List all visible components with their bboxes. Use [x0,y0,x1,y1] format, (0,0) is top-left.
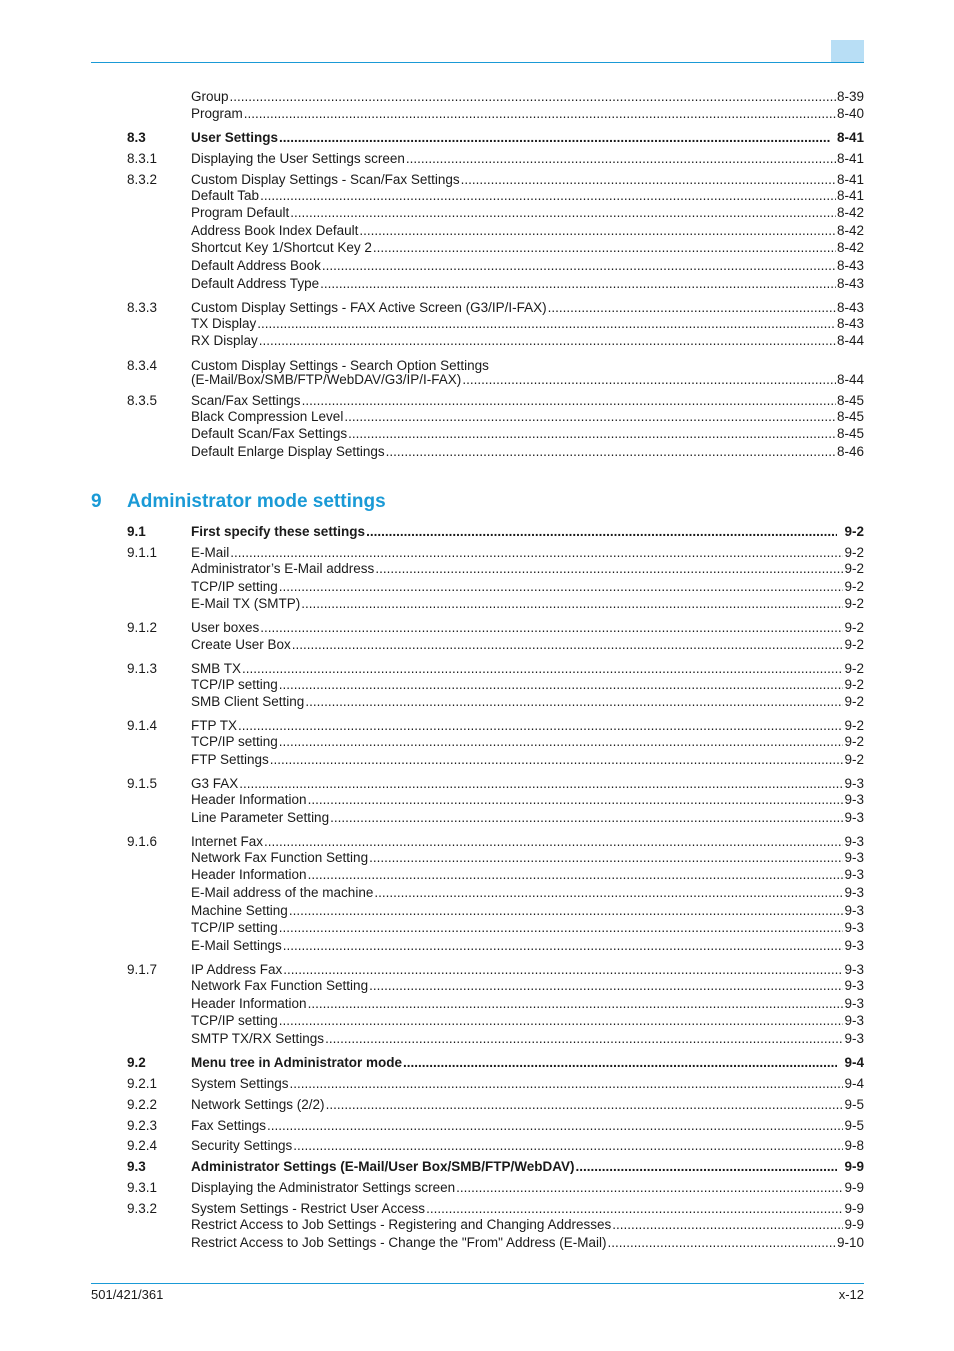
toc-entry-title: Custom Display Settings - Search Option Settings [191,358,489,373]
toc-dot-leader [461,171,836,188]
toc-entry-page: 9-9 [844,1217,864,1232]
toc-entry-page: 9-3 [844,962,864,977]
toc-entry[interactable] [0,171,954,188]
toc-dot-leader [283,961,843,978]
toc-dot-leader [373,239,836,256]
toc-section-entry[interactable] [0,1054,954,1071]
toc-entry-page: 8-41 [836,172,864,187]
toc-dot-leader [293,1137,843,1154]
toc-entry[interactable] [0,866,954,883]
toc-entry[interactable] [0,595,954,612]
toc-dot-leader [369,977,843,994]
toc-entry-title: Header Information [191,792,307,807]
toc-entry-page: 9-9 [844,1159,864,1174]
toc-entry-number: 8.3.1 [127,151,158,166]
toc-entry-title: TX Display [191,316,257,331]
toc-entry-title: TCP/IP setting [191,920,278,935]
toc-dot-leader [308,995,844,1012]
toc-entry[interactable] [0,1234,954,1251]
toc-section-entry[interactable] [0,129,954,146]
toc-entry[interactable] [0,919,954,936]
toc-entry-title: Shortcut Key 1/Shortcut Key 2 [191,240,372,255]
toc-entry[interactable] [0,660,954,677]
footer-page-number: x-12 [838,1287,864,1302]
toc-entry-title: E-Mail TX (SMTP) [191,596,301,611]
toc-entry-page: 8-43 [836,300,864,315]
toc-entry[interactable] [0,408,954,425]
toc-entry[interactable] [0,1030,954,1047]
toc-entry-title: Scan/Fax Settings [191,393,301,408]
toc-entry-title: Program Default [191,205,290,220]
toc-entry[interactable] [0,239,954,256]
toc-entry[interactable] [0,1117,954,1134]
toc-entry[interactable] [0,332,954,349]
toc-entry-title: Header Information [191,867,307,882]
toc-entry-title: Program [191,106,243,121]
toc-dot-leader [238,717,843,734]
toc-dot-leader [242,660,843,677]
toc-entry-page: 8-43 [836,258,864,273]
toc-entry-page: 9-2 [844,524,864,539]
toc-entry-page: 9-2 [844,661,864,676]
toc-section-entry[interactable] [0,1158,954,1175]
toc-dot-leader [283,937,844,954]
toc-entry-title: First specify these settings [191,524,366,539]
toc-entry-page: 9-3 [844,1013,864,1028]
toc-dot-leader [244,105,836,122]
toc-entry-page: 9-2 [844,752,864,767]
toc-entry[interactable] [0,733,954,750]
toc-entry-title: Create User Box [191,637,291,652]
toc-entry-page: 8-43 [836,316,864,331]
toc-entry-title: System Settings [191,1076,289,1091]
toc-entry-number: 8.3 [127,130,146,145]
toc-entry[interactable] [0,977,954,994]
toc-dot-leader [267,1117,843,1134]
toc-entry-number: 9.2.4 [127,1138,158,1153]
toc-dot-leader [576,1158,838,1175]
toc-entry[interactable] [0,315,954,332]
toc-entry-page: 8-42 [836,240,864,255]
toc-entry-title: Restrict Access to Job Settings - Registering and Changing Addresses [191,1217,612,1232]
toc-entry-title: System Settings - Restrict User Access [191,1201,426,1216]
toc-dot-leader [320,275,836,292]
toc-entry[interactable] [0,275,954,292]
toc-entry[interactable] [0,1137,954,1154]
toc-dot-leader [279,733,844,750]
toc-entry-page: 9-5 [844,1097,864,1112]
toc-entry-page: 9-2 [844,620,864,635]
toc-entry-page: 9-3 [844,978,864,993]
toc-dot-leader [279,1012,844,1029]
toc-entry[interactable] [0,187,954,204]
toc-dot-leader [612,1216,843,1233]
toc-dot-leader [548,299,836,316]
toc-entry[interactable] [0,961,954,978]
toc-dot-leader [322,257,836,274]
toc-entry-title: Header Information [191,996,307,1011]
toc-entry-page: 9-9 [844,1201,864,1216]
toc-entry-title: Group [191,89,229,104]
toc-dot-leader [264,833,843,850]
toc-dot-leader [462,371,836,388]
toc-entry-title: Fax Settings [191,1118,267,1133]
toc-entry[interactable] [0,693,954,710]
toc-dot-leader [239,775,843,792]
toc-entry-page: 8-44 [836,333,864,348]
toc-entry-page: 8-45 [836,426,864,441]
toc-entry-title: FTP Settings [191,752,269,767]
toc-entry-title: E-Mail Settings [191,938,282,953]
toc-entry[interactable] [0,371,954,388]
toc-entry[interactable] [0,676,954,693]
toc-entry-page: 9-5 [844,1118,864,1133]
toc-dot-leader [257,315,836,332]
toc-entry-page: 8-42 [836,223,864,238]
toc-entry-title: Displaying the User Settings screen [191,151,405,166]
toc-entry-title: Default Scan/Fax Settings [191,426,348,441]
toc-entry-number: 9.1.4 [127,718,158,733]
toc-entry[interactable] [0,1096,954,1113]
toc-entry-title: RX Display [191,333,258,348]
toc-entry-title: FTP TX [191,718,238,733]
toc-dot-leader [270,751,844,768]
toc-entry-page: 9-2 [844,677,864,692]
toc-entry[interactable] [0,833,954,850]
toc-entry-page: 8-41 [836,188,864,203]
toc-entry[interactable] [0,791,954,808]
toc-dot-leader [292,636,844,653]
toc-dot-leader [259,332,836,349]
toc-entry-page: 8-41 [836,130,864,145]
toc-dot-leader [302,392,836,409]
toc-entry[interactable] [0,937,954,954]
toc-entry-page: 8-41 [836,151,864,166]
toc-entry-number: 9.2.3 [127,1118,158,1133]
toc-entry-page: 9-2 [844,545,864,560]
toc-dot-leader [289,902,844,919]
toc-entry-page: 9-3 [844,867,864,882]
toc-entry[interactable] [0,902,954,919]
toc-entry-number: 9.1.3 [127,661,158,676]
toc-entry-title: IP Address Fax [191,962,283,977]
toc-entry-title: Line Parameter Setting [191,810,330,825]
toc-entry-title: Menu tree in Administrator mode [191,1055,403,1070]
toc-entry-title: E-Mail address of the machine [191,885,374,900]
toc-entry-number: 9.1.7 [127,962,158,977]
toc-dot-leader [301,595,843,612]
toc-dot-leader [279,578,844,595]
toc-entry-title: E-Mail [191,545,230,560]
toc-entry-number: 8.3.3 [127,300,158,315]
toc-entry-title: TCP/IP setting [191,579,278,594]
toc-entry-number: 9.1.6 [127,834,158,849]
toc-dot-leader [456,1179,843,1196]
chapter-number: 9 [91,491,102,512]
toc-entry[interactable] [0,222,954,239]
chapter-title: Administrator mode settings [127,491,386,512]
toc-entry-page: 9-3 [844,850,864,865]
chapter-heading [91,490,386,514]
toc-entry[interactable] [0,544,954,561]
toc-entry-number: 8.3.2 [127,172,158,187]
toc-entry-page: 9-2 [844,579,864,594]
toc-entry-title: Internet Fax [191,834,264,849]
toc-entry-number: 9.1.2 [127,620,158,635]
toc-entry-page: 9-2 [844,694,864,709]
toc-entry-page: 8-46 [836,444,864,459]
toc-entry-title: Default Enlarge Display Settings [191,444,385,459]
toc-entry[interactable] [0,392,954,409]
toc-entry-title: Custom Display Settings - FAX Active Screen (G3/IP/I-FAX) [191,300,547,315]
toc-dot-leader [290,204,836,221]
toc-entry-page: 8-42 [836,205,864,220]
toc-entry-title: Network Fax Function Setting [191,978,369,993]
toc-dot-leader [230,88,836,105]
toc-entry-page: 9-4 [844,1076,864,1091]
toc-dot-leader [290,1075,844,1092]
toc-entry-title: TCP/IP setting [191,1013,278,1028]
toc-dot-leader [326,1096,844,1113]
toc-entry[interactable] [0,88,954,105]
toc-dot-leader [279,676,844,693]
toc-entry-page: 9-3 [844,834,864,849]
toc-entry[interactable] [0,105,954,122]
toc-dot-leader [330,809,843,826]
header-tab-marker [831,40,864,62]
toc-dot-leader [308,866,844,883]
toc-entry-number: 8.3.4 [127,358,158,373]
toc-entry-page: 8-44 [836,372,864,387]
toc-entry[interactable] [0,619,954,636]
toc-entry-page: 8-40 [836,106,864,121]
toc-entry[interactable] [0,636,954,653]
toc-entry-title: Custom Display Settings - Scan/Fax Settings [191,172,460,187]
toc-dot-leader [359,222,836,239]
toc-entry[interactable] [0,995,954,1012]
footer-model-number: 501/421/361 [91,1287,164,1302]
toc-entry-page: 9-3 [844,938,864,953]
toc-entry[interactable] [0,204,954,221]
footer-rule [91,1283,864,1284]
toc-entry-title: TCP/IP setting [191,677,278,692]
toc-entry-number: 8.3.5 [127,393,158,408]
toc-entry-title: Administrator’s E-Mail address [191,561,375,576]
toc-entry-page: 9-3 [844,792,864,807]
toc-entry-title: Machine Setting [191,903,288,918]
toc-entry-page: 9-4 [844,1055,864,1070]
toc-entry-title: SMTP TX/RX Settings [191,1031,325,1046]
toc-entry-title: Default Address Type [191,276,320,291]
toc-entry-page: 9-3 [844,1031,864,1046]
toc-entry-title: Default Address Book [191,258,321,273]
toc-entry[interactable] [0,751,954,768]
toc-entry[interactable] [0,257,954,274]
toc-entry-title: Address Book Index Default [191,223,359,238]
toc-dot-leader [279,129,830,146]
toc-entry-title: Black Compression Level [191,409,344,424]
toc-entry[interactable] [0,717,954,734]
toc-entry-page: 9-2 [844,561,864,576]
toc-dot-leader [279,919,844,936]
toc-entry-title: Network Fax Function Setting [191,850,369,865]
toc-entry-title: Administrator Settings (E-Mail/User Box/SMB/FTP/WebDAV) [191,1159,575,1174]
toc-entry[interactable] [0,1200,954,1217]
toc-entry-title: SMB Client Setting [191,694,305,709]
toc-dot-leader [260,619,843,636]
toc-entry-page: 8-43 [836,276,864,291]
toc-entry-page: 9-2 [844,718,864,733]
toc-dot-leader [366,523,837,540]
toc-entry-page: 9-3 [844,903,864,918]
toc-entry-title: SMB TX [191,661,242,676]
toc-entry-number: 9.1.1 [127,545,158,560]
toc-dot-leader [375,560,843,577]
toc-entry-page: 9-3 [844,810,864,825]
toc-dot-leader [374,884,843,901]
toc-entry[interactable] [0,809,954,826]
toc-entry-number: 9.1.5 [127,776,158,791]
toc-entry[interactable] [0,1179,954,1196]
toc-dot-leader [348,425,836,442]
toc-entry-number: 9.2.1 [127,1076,158,1091]
toc-entry[interactable] [0,1216,954,1233]
toc-dot-leader [426,1200,843,1217]
toc-entry[interactable] [0,425,954,442]
toc-dot-leader [406,150,836,167]
toc-entry-page: 9-3 [844,776,864,791]
toc-dot-leader [325,1030,843,1047]
toc-entry[interactable] [0,578,954,595]
toc-entry-page: 9-9 [844,1180,864,1195]
toc-entry-page: 9-2 [844,596,864,611]
toc-entry-number: 9.3 [127,1159,146,1174]
toc-entry-page: 9-10 [836,1235,864,1250]
toc-entry[interactable] [0,775,954,792]
toc-entry-number: 9.3.2 [127,1201,158,1216]
toc-entry-title: User Settings [191,130,279,145]
toc-entry[interactable] [0,1012,954,1029]
toc-entry-title: G3 FAX [191,776,239,791]
toc-entry-number: 9.3.1 [127,1180,158,1195]
toc-entry-title: User boxes [191,620,260,635]
toc-entry[interactable] [0,299,954,316]
toc-entry[interactable] [0,1075,954,1092]
toc-entry-page: 9-3 [844,885,864,900]
toc-section-entry[interactable] [0,523,954,540]
toc-entry-title: Security Settings [191,1138,293,1153]
toc-dot-leader [260,187,836,204]
toc-entry-page: 8-45 [836,409,864,424]
toc-entry-page: 9-8 [844,1138,864,1153]
toc-dot-leader [369,849,843,866]
toc-entry-number: 9.2.2 [127,1097,158,1112]
toc-dot-leader [305,693,843,710]
toc-entry-title: Restrict Access to Job Settings - Change the "From" Address (E-Mail) [191,1235,607,1250]
toc-entry[interactable] [0,849,954,866]
toc-dot-leader [403,1054,837,1071]
toc-entry-title: Default Tab [191,188,260,203]
toc-entry-page: 8-39 [836,89,864,104]
toc-entry-page: 9-3 [844,996,864,1011]
toc-entry-page: 8-45 [836,393,864,408]
toc-entry[interactable] [0,150,954,167]
toc-entry-page: 9-3 [844,920,864,935]
toc-entry[interactable] [0,560,954,577]
toc-entry-title: (E-Mail/Box/SMB/FTP/WebDAV/G3/IP/I-FAX) [191,372,462,387]
toc-entry-title: Network Settings (2/2) [191,1097,325,1112]
toc-entry-title: Displaying the Administrator Settings screen [191,1180,456,1195]
toc-entry-number: 9.1 [127,524,146,539]
toc-entry-number: 9.2 [127,1055,146,1070]
toc-dot-leader [308,791,844,808]
toc-dot-leader [608,1234,836,1251]
toc-entry[interactable] [0,884,954,901]
toc-entry-page: 9-2 [844,734,864,749]
toc-dot-leader [344,408,836,425]
toc-dot-leader [386,443,836,460]
toc-entry[interactable] [0,443,954,460]
toc-entry-title: TCP/IP setting [191,734,278,749]
header-rule [91,62,864,63]
toc-dot-leader [230,544,843,561]
toc-entry-page: 9-2 [844,637,864,652]
